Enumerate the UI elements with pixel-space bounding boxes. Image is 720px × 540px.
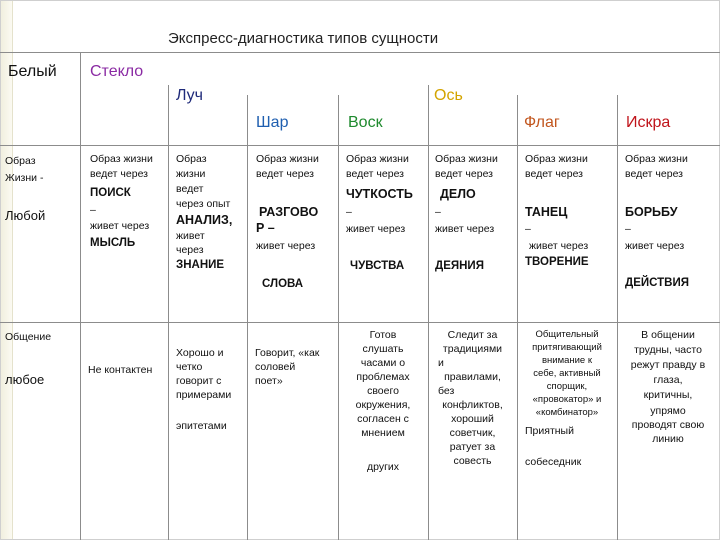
r1-shar-l5: живет через (256, 240, 316, 252)
r1-vosk-dash: – (346, 206, 352, 218)
type-iskra: Искра (626, 114, 671, 131)
r1-luch-l6: живет (176, 230, 205, 242)
page-title: Экспресс-диагностика типов сущности (168, 30, 439, 47)
r2-os-l3: и (438, 357, 444, 369)
type-belyi: Белый (8, 63, 57, 80)
r2-luch-l4: примерами (176, 389, 232, 401)
r1-shar-key2: СЛОВА (262, 278, 304, 290)
r2-os-l4: правилами, (444, 371, 501, 383)
r2-iskra-l2: трудны, часто (634, 344, 702, 356)
r2-iskra-l4: глаза, (653, 374, 683, 386)
r1-flag-dash: – (525, 223, 531, 235)
r2-luch-l5: эпитетами (176, 420, 227, 432)
r1-os-l2: ведет через (435, 168, 493, 180)
r1-luch-key2: ЗНАНИЕ (176, 259, 225, 271)
r2-os-l7: хороший (451, 413, 494, 425)
r2-flag-l9: собеседник (525, 456, 582, 468)
r1-steklo-l2: ведет через (90, 168, 148, 180)
r2-vosk-l6: окружения, (355, 399, 411, 411)
type-shar: Шар (256, 114, 289, 131)
r1-luch-l7: через (176, 244, 204, 256)
r2-vosk-l5: своего (367, 385, 399, 397)
r2-steklo: Не контактен (88, 364, 153, 376)
r1-flag-l2: ведет через (525, 168, 583, 180)
r1-steklo-l1: Образ жизни (90, 153, 153, 165)
r1-iskra-l5: живет через (625, 240, 685, 252)
r2-luch-l3: говорит с (176, 375, 222, 387)
r1-luch-key1: АНАЛИЗ, (176, 213, 233, 227)
r2-shar-l3: поет» (255, 375, 283, 387)
r2-vosk-l3: часами о (360, 357, 406, 369)
r2-iskra-l3: режут правду в (630, 359, 706, 371)
r2-os-l1: Следит за (447, 329, 498, 341)
r2-flag-l6: «провокатор» и (532, 394, 602, 405)
r1-iskra-l1: Образ жизни (625, 153, 688, 165)
r1-shar-l2: ведет через (256, 168, 314, 180)
row1-label-line2: Жизни - (5, 172, 44, 184)
r2-vosk-l9: других (366, 461, 400, 473)
r1-flag-key1: ТАНЕЦ (525, 205, 568, 219)
r2-os-l10: совесть (453, 455, 492, 467)
r1-luch-l4: через опыт (176, 198, 231, 210)
row2-label-any: любое (5, 372, 45, 387)
r2-os-l9: ратует за (449, 441, 496, 453)
type-steklo: Стекло (90, 63, 144, 80)
r2-iskra-l6: упрямо (650, 405, 686, 417)
r2-os-l5: без (438, 385, 455, 397)
r2-luch-l2: четко (176, 361, 203, 373)
r2-os-l8: советчик, (449, 427, 496, 439)
r1-iskra-l2: ведет через (625, 168, 683, 180)
r1-iskra-key1: БОРЬБУ (625, 205, 678, 219)
r1-steklo-key1: ПОИСК (90, 187, 131, 199)
type-luch: Луч (176, 87, 204, 104)
r2-iskra-l1: В общении (641, 329, 695, 341)
r1-shar-key1: РАЗГОВО (259, 205, 319, 219)
r2-vosk-l7: согласен с (357, 413, 409, 425)
r2-os-l6: конфликтов, (442, 399, 503, 411)
r1-vosk-key2: ЧУВСТВА (350, 260, 405, 272)
type-os: Ось (434, 87, 463, 104)
r2-vosk-l8: мнением (361, 427, 405, 439)
r1-vosk-l5: живет через (346, 223, 406, 235)
r1-iskra-dash: – (625, 223, 631, 235)
r2-vosk-l2: слушать (362, 343, 404, 355)
r1-flag-l1: Образ жизни (525, 153, 588, 165)
r1-steklo-dash: – (90, 204, 96, 216)
row1-label-any: Любой (5, 208, 46, 223)
r1-os-key1: ДЕЛО (440, 187, 476, 201)
r1-vosk-key1: ЧУТКОСТЬ (346, 187, 413, 201)
r2-iskra-l7: проводят свою (631, 419, 705, 431)
r1-flag-l5: живет через (529, 240, 589, 252)
r1-os-key2: ДЕЯНИЯ (435, 260, 484, 272)
r1-luch-l2: жизни (176, 168, 206, 180)
r1-os-l5: живет через (435, 223, 495, 235)
r2-luch-l1: Хорошо и (176, 347, 224, 359)
r2-shar-l2: соловей (255, 361, 296, 373)
r2-flag-l7: «комбинатор» (535, 407, 599, 418)
r1-steklo-key2: МЫСЛЬ (90, 237, 136, 249)
row1-label-line1: Образ (5, 155, 36, 167)
row2-label-line1: Общение (5, 331, 52, 343)
type-flag: Флаг (524, 114, 560, 131)
r1-os-dash: – (435, 206, 441, 218)
r1-shar-l1: Образ жизни (256, 153, 319, 165)
r2-flag-l3: внимание к (541, 355, 593, 366)
r2-flag-l4: себе, активный (533, 368, 601, 379)
r1-luch-l1: Образ (176, 153, 207, 165)
r2-iskra-l5: критичны, (643, 389, 693, 401)
r2-flag-l2: притягивающий (532, 342, 602, 353)
r1-iskra-key2: ДЕЙСТВИЯ (625, 277, 690, 289)
type-vosk: Воск (348, 114, 383, 131)
r1-vosk-l2: ведет через (346, 168, 404, 180)
r1-flag-key2: ТВОРЕНИЕ (525, 256, 589, 268)
r1-vosk-l1: Образ жизни (346, 153, 409, 165)
r2-vosk-l4: проблемах (356, 371, 410, 383)
r2-flag-l8: Приятный (525, 425, 574, 437)
r1-steklo-l5: живет через (90, 220, 150, 232)
r2-flag-l1: Общительный (535, 329, 599, 340)
r2-shar-l1: Говорит, «как (255, 347, 320, 359)
r1-shar-key1b: Р – (256, 221, 275, 235)
r2-flag-l5: спорщик, (546, 381, 588, 392)
r2-iskra-l8: линию (652, 433, 684, 445)
r1-luch-l3: ведет (176, 183, 204, 195)
r2-vosk-l1: Готов (369, 329, 397, 341)
r1-os-l1: Образ жизни (435, 153, 498, 165)
r2-os-l2: традициями (442, 343, 503, 355)
